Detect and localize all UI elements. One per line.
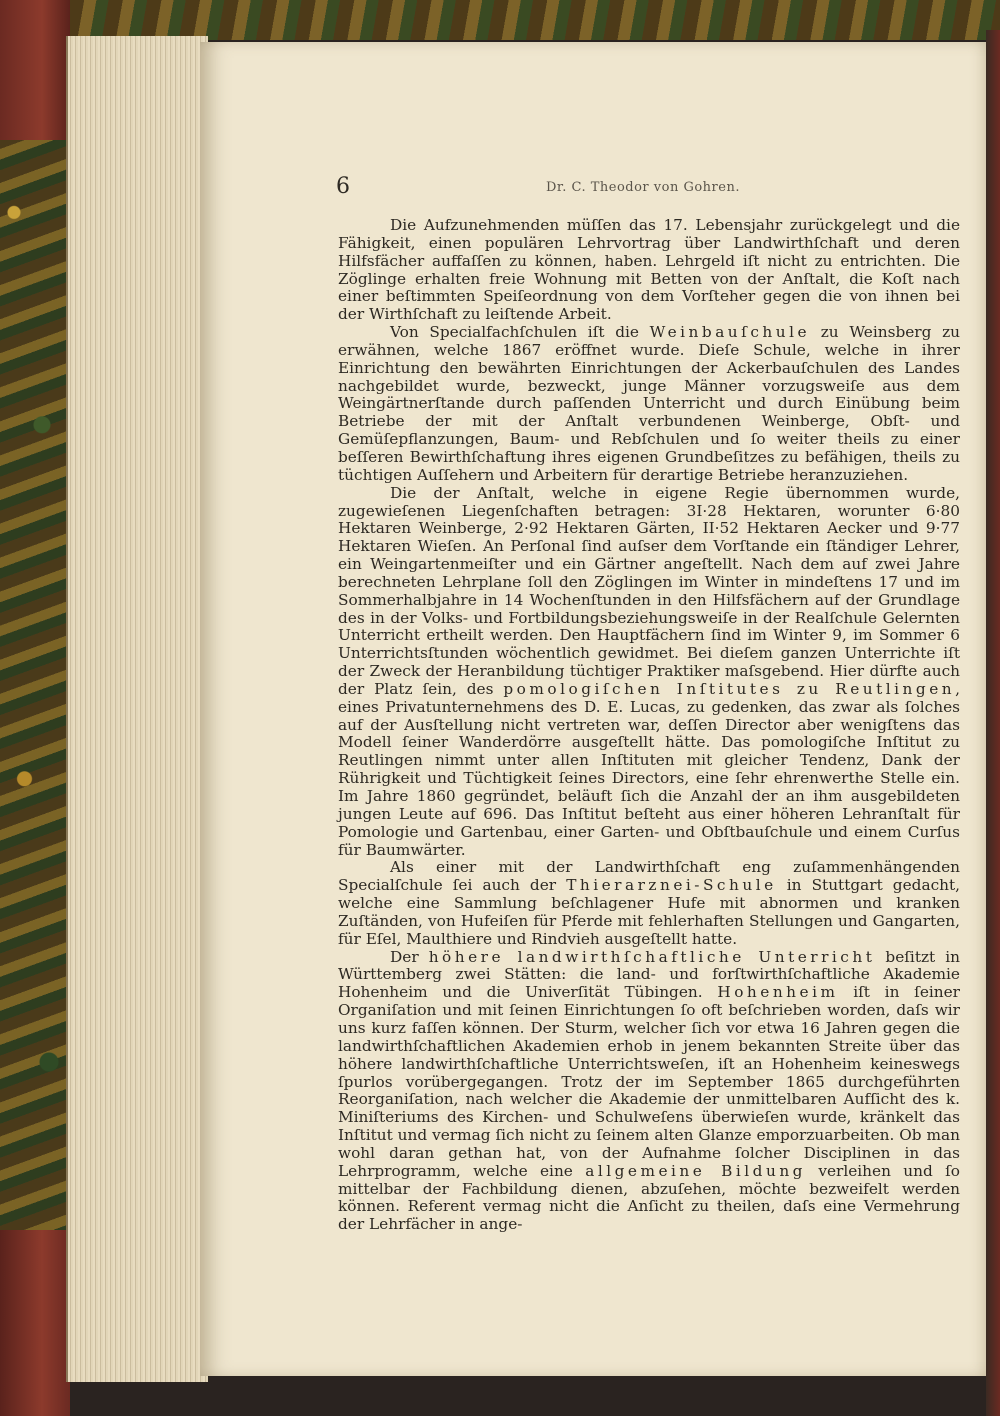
emphasized-text: höhere landwirthſchaftliche Unterricht: [428, 947, 876, 966]
text-run: beſitzt in Württemberg zwei Stätten: die land- und forſtwirthſchaftliche Akademie Hohenheim und die Univerſität Tübingen.: [338, 947, 960, 1002]
running-head: [336, 174, 896, 202]
text-run: , eines Privatunternehmens des D. E. Lucas, zu gedenken, das zwar als ſolches auf der Ausſtellung nicht vertreten war, deſſen Director aber wenigſtens das Modell ſeiner Wanderdörre ausgeſtellt hätte. Das pomologiſche Inſtitut zu Reutlingen nimmt unter allen Inſtituten mit gleicher Tendenz, Dank der Rührigkeit und Tüchtigkeit ſeines Directors, eine ſehr ehrenwerthe Stelle ein. Im Jahre 1860 gegründet, beläuft ſich die Anzahl der an ihm ausgebildeten jungen Leute auf 696. Das Inſtitut beſteht aus einer höheren Lehranſtalt für Pomologie und Gartenbau, einer Garten- und Obſtbauſchule und einem Curſus für Baumwärter.: [338, 679, 960, 859]
text-run: Von Specialfachſchulen iſt die: [390, 323, 650, 342]
paragraph: [338, 217, 960, 324]
text-run: Als einer mit der Landwirthſchaft eng zuſammenhängenden Specialſchule ſei auch der: [338, 858, 960, 895]
text-run: Der: [390, 947, 429, 966]
emphasized-text: Hohenheim: [717, 983, 839, 1002]
text-run: Die der Anſtalt, welche in eigene Regie übernommen wurde, zugewieſenen Liegenſchaften betragen: 3I·28 Hektaren, worunter 6·80 Hektaren Weinberge, 2·92 Hektaren Gärten, II·52 Hektaren Aecker und 9·77 Hektaren Wieſen. An Perſonal ſind auſser dem Vorſtande ein ſtändiger Lehrer, ein Weingartenmeiſter und ein Gärtner angeſtellt. Nach dem auf zwei Jahre berechneten Lehrplane ſoll den Zöglingen im Winter in mindeſtens 17 und im Sommerhalbjahre in 14 Wochenſtunden in den Hilfsfächern auf der Grundlage des in der Volks- und Fortbildungsbeziehungsweiſe in der Realſchule Gelernten Unterricht ertheilt werden. Den Hauptfächern ſind im Winter 9, im Sommer 6 Unterrichtsſtunden wöchentlich gewidmet. Bei dieſem ganzen Unterrichte iſt der Zweck der Heranbildung tüchtiger Praktiker maſsgebend. Hier dürfte auch der Platz ſein, des: [338, 483, 960, 698]
text-run: in Stuttgart gedacht, welche eine Sammlung beſchlagener Hufe mit abnormen und kranken Zuſtänden, von Hufeiſen für Pferde mit fehlerhaften Stellungen und Gangarten, für Eſel, Maulthiere und Rindvieh ausgeſtellt hatte.: [338, 876, 960, 948]
paragraph: [338, 859, 960, 948]
book-cover-leather-bottom: [0, 1230, 70, 1416]
emphasized-text: pomologiſchen Inſtitutes zu Reutlingen: [503, 679, 956, 698]
book-cover-right-edge: [986, 30, 1000, 1416]
text-run: Die Aufzunehmenden müſſen das 17. Lebensjahr zurückgelegt und die Fähigkeit, einen populären Lehrvortrag über Landwirthſchaft und deren Hilfsfächer auffaſſen zu können, haben. Lehrgeld iſt nicht zu entrichten. Die Zöglinge erhalten freie Wohnung mit Betten von der Anſtalt, die Koſt nach einer beſtimmten Speiſeordnung von dem Vorſteher gegen die von ihnen bei der Wirthſchaft zu leiſtende Arbeit.: [338, 216, 960, 324]
emphasized-text: allgemeine Bildung: [585, 1161, 806, 1180]
text-run: verleihen und ſo mittelbar der Fachbildung dienen, abzuſehen, möchte bezweifelt werden können. Referent vermag nicht die Anſicht zu theilen, daſs eine Vermehrung der Lehrfächer in ange-: [338, 1161, 961, 1234]
running-title: Dr. C. Theodor von Gohren.: [546, 180, 740, 195]
book-cover-marbled-left: [0, 0, 70, 1416]
emphasized-text: Weinbauſchule: [649, 323, 811, 342]
paragraph: [338, 485, 960, 860]
emphasized-text: Thierarznei-Schule: [566, 876, 777, 895]
text-run: iſt in ſeiner Organiſation und mit ſeinen Einrichtungen ſo oft beſchrieben worden, daſs wir uns kurz faſſen können. Der Sturm, welcher ſich vor etwa 16 Jahren gegen die landwirthſchaftlichen Akademien erhob in jenem bekannten Streite über das höhere landwirthſchaftliche Unterrichtsweſen, iſt an Hohenheim keineswegs ſpurlos vorübergegangen. Trotz der im September 1865 durchgeführten Reorganiſation, nach welcher die Akademie der unmittelbaren Aufſicht des k. Miniſteriums des Kirchen- und Schulweſens überwieſen wurde, kränkelt das Inſtitut und vermag ſich nicht zu ſeinem alten Glanze emporzuarbeiten. Ob man wohl daran gethan hat, von der Aufnahme ſolcher Disciplinen in das Lehrprogramm, welche eine: [338, 983, 960, 1180]
page-number: 6: [336, 174, 350, 199]
book-cover-marbled-top: [70, 0, 1000, 40]
paragraph: [338, 324, 960, 485]
paragraph: [338, 949, 960, 1235]
book-cover-leather-top: [0, 0, 70, 140]
page-stack-edges: [66, 36, 208, 1382]
body-text: [338, 217, 960, 1234]
text-run: zu Weinsberg zu erwähnen, welche 1867 eröffnet wurde. Dieſe Schule, welche in ihrer Einrichtung den bewährten Einrichtungen der Ackerbauſchulen des Landes nachgebildet wurde, bezweckt, junge Männer vorzugsweiſe aus dem Weingärtnerſtande durch paſſenden Unterricht und durch Einübung beim Betriebe der mit der Anſtalt verbundenen Weinberge, Obſt- und Gemüſepflanzungen, Baum- und Rebſchulen und ſo weiter theils zu einer beſſeren Bewirthſchaftung ihres eigenen Grundbeſitzes zu befähigen, theils zu tüchtigen Auſſehern und Arbeitern für derartige Betriebe heranzuziehen.: [338, 323, 960, 484]
